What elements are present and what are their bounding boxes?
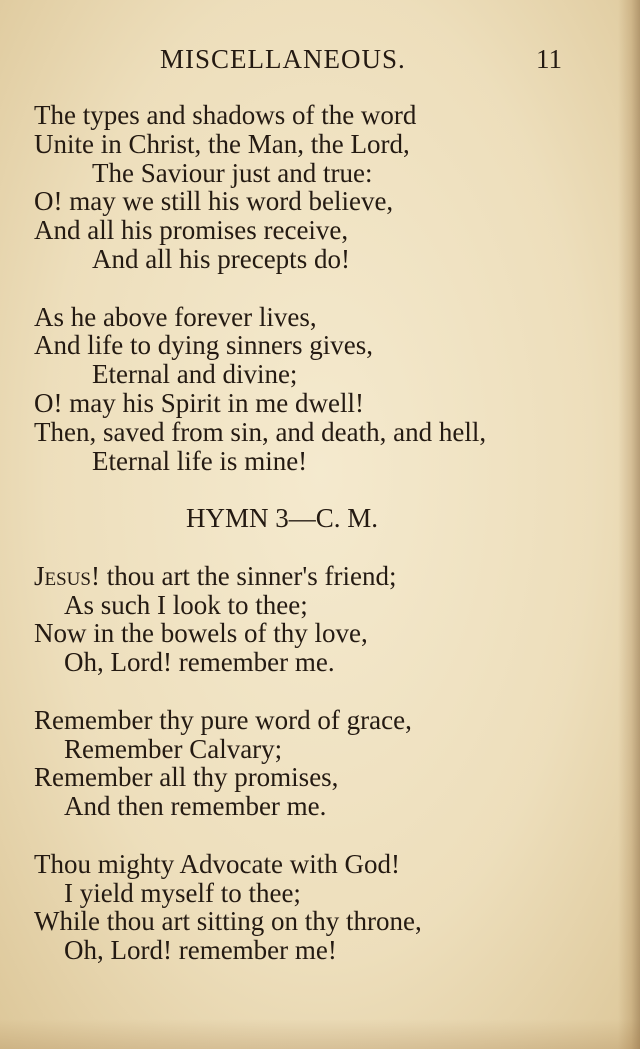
page-bottom-shadow (0, 1019, 640, 1049)
verse-line: O! may we still his word believe, (34, 186, 394, 217)
verse-line: O! may his Spirit in me dwell! (34, 387, 364, 418)
stanza-gap (34, 533, 624, 562)
verse-line: Unite in Christ, the Man, the Lord, (34, 128, 410, 159)
verse-line: And all his promises receive, (34, 215, 349, 246)
running-head: MISCELLANEOUS. (160, 44, 406, 74)
verse-line: Eternal life is mine! (92, 445, 308, 476)
verse-line: And life to dying sinners gives, (34, 330, 373, 361)
page-text (34, 101, 624, 965)
page-number: 11 (536, 44, 562, 74)
verse-line: Remember all thy promises, (34, 762, 339, 793)
verse-line: Then, saved from sin, and death, and hell, (34, 416, 487, 447)
verse-line: Remember thy pure word of grace, (34, 704, 412, 735)
verse-line: Oh, Lord! remember me. (64, 647, 335, 678)
verse-line: Remember Calvary; (64, 733, 283, 764)
verse-line: Eternal and divine; (92, 359, 298, 390)
stanza-gap (34, 821, 624, 850)
verse-line: Oh, Lord! remember me! (64, 935, 337, 966)
hymn-stanza-2 (34, 706, 624, 821)
verse-line: The Saviour just and true: (92, 157, 373, 188)
continuation-stanza-1 (34, 101, 624, 274)
verse-line: While thou art sitting on thy throne, (34, 906, 422, 937)
verse-line (34, 562, 624, 591)
page-header (0, 44, 640, 80)
verse-line: As such I look to thee; (64, 589, 308, 620)
continuation-stanza-2 (34, 303, 624, 476)
verse-line: As he above forever lives, (34, 301, 317, 332)
hymn-stanza-3 (34, 850, 624, 965)
stanza-gap (34, 677, 624, 706)
verse-line: Now in the bowels of thy love, (34, 618, 368, 649)
hymn-stanza-1 (34, 562, 624, 677)
verse-line-rest: ! thou art the sinner's friend; (90, 560, 397, 591)
verse-line: I yield myself to thee; (64, 877, 301, 908)
verse-line: The types and shadows of the word (34, 100, 417, 130)
stanza-gap (34, 274, 624, 303)
hymn-first-word: Jesus (34, 560, 91, 591)
stanza-gap (34, 475, 624, 504)
verse-line: And all his precepts do! (92, 243, 350, 274)
verse-line: Thou mighty Advocate with God! (34, 848, 400, 879)
hymn-title: HYMN 3—C. M. (186, 503, 379, 534)
verse-line: And then remember me. (64, 791, 327, 822)
